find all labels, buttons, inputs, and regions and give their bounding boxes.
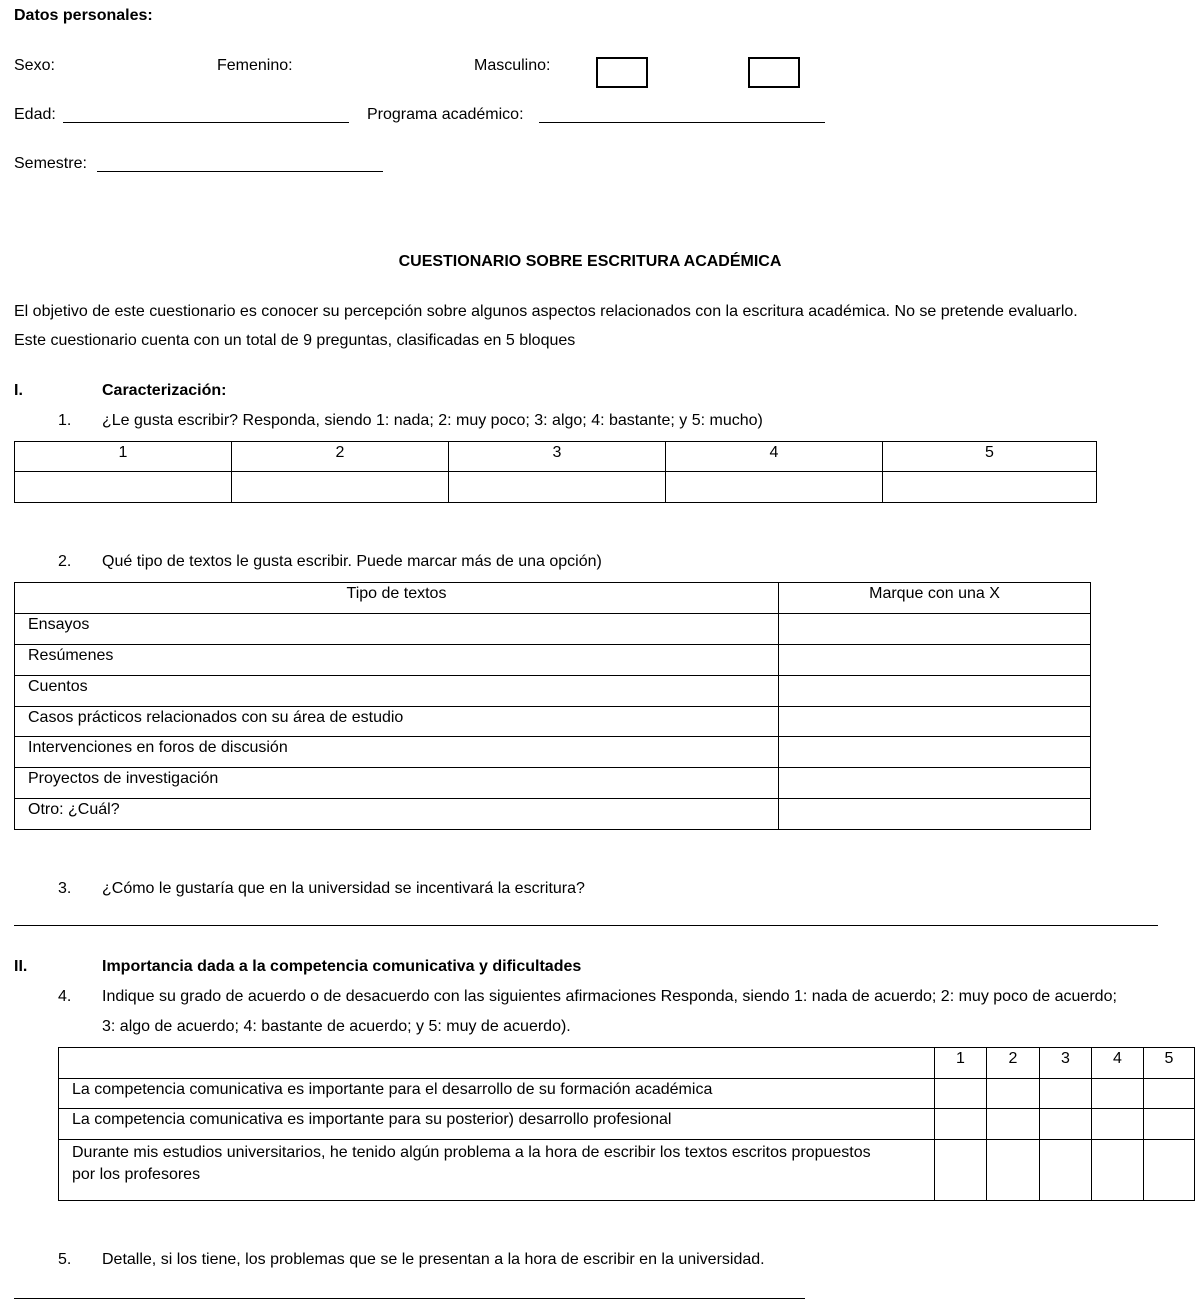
sexo-label: Sexo: bbox=[14, 57, 55, 74]
q1-answer-cell[interactable] bbox=[883, 472, 1097, 503]
section-1-title: Caracterización: bbox=[102, 382, 227, 399]
personal-heading: Datos personales: bbox=[14, 7, 153, 24]
q4-answer-cell[interactable] bbox=[1092, 1109, 1144, 1140]
q1-table bbox=[14, 441, 1097, 503]
q4-answer-cell[interactable] bbox=[987, 1109, 1040, 1140]
q3-text: ¿Cómo le gustaría que en la universidad se incentivará la escritura? bbox=[102, 880, 585, 897]
q2-row-label: Ensayos bbox=[15, 614, 779, 645]
q2-mark-cell[interactable] bbox=[779, 768, 1091, 799]
q1-scale-4: 4 bbox=[666, 442, 883, 472]
q4-statement: La competencia comunicativa es importante para el desarrollo de su formación académica bbox=[59, 1079, 935, 1109]
q4-answer-cell[interactable] bbox=[1040, 1079, 1092, 1109]
q2-row-label: Cuentos bbox=[15, 676, 779, 707]
q3-answer-field[interactable] bbox=[14, 925, 1158, 926]
q4-scale-5: 5 bbox=[1144, 1048, 1195, 1079]
q2-mark-cell[interactable] bbox=[779, 707, 1091, 737]
q5-number: 5. bbox=[58, 1251, 72, 1268]
q1-number: 1. bbox=[58, 412, 72, 429]
q2-row-label: Casos prácticos relacionados con su área de estudio bbox=[15, 707, 779, 737]
q4-text-continued: 3: algo de acuerdo; 4: bastante de acuerdo; y 5: muy de acuerdo). bbox=[102, 1018, 571, 1035]
edad-field[interactable] bbox=[63, 122, 349, 123]
q4-statement bbox=[59, 1140, 935, 1201]
q2-header-mark: Marque con una X bbox=[779, 583, 1091, 614]
q1-text: ¿Le gusta escribir? Responda, siendo 1: nada; 2: muy poco; 3: algo; 4: bastante; y 5: mucho) bbox=[102, 412, 763, 429]
q4-statement-line-1: Durante mis estudios universitarios, he tenido algún problema a la hora de escribir los textos escritos propuestos bbox=[72, 1144, 871, 1161]
q1-scale-5: 5 bbox=[883, 442, 1097, 472]
q4-answer-cell[interactable] bbox=[1144, 1079, 1195, 1109]
q2-mark-cell[interactable] bbox=[779, 737, 1091, 768]
q1-scale-1: 1 bbox=[15, 442, 232, 472]
q1-answer-cell[interactable] bbox=[666, 472, 883, 503]
semestre-label: Semestre: bbox=[14, 155, 87, 172]
q5-text: Detalle, si los tiene, los problemas que se le presentan a la hora de escribir en la universidad. bbox=[102, 1251, 765, 1268]
q2-mark-cell[interactable] bbox=[779, 799, 1091, 830]
q5-answer-field[interactable] bbox=[14, 1298, 805, 1299]
q4-answer-cell[interactable] bbox=[1092, 1079, 1144, 1109]
q4-answer-cell[interactable] bbox=[987, 1140, 1040, 1201]
q2-mark-cell[interactable] bbox=[779, 676, 1091, 707]
semestre-field[interactable] bbox=[97, 171, 383, 172]
q4-answer-cell[interactable] bbox=[987, 1079, 1040, 1109]
q2-header-type: Tipo de textos bbox=[15, 583, 779, 614]
q2-mark-cell[interactable] bbox=[779, 645, 1091, 676]
q2-mark-cell[interactable] bbox=[779, 614, 1091, 645]
q4-header-empty bbox=[59, 1048, 935, 1079]
q4-scale-3: 3 bbox=[1040, 1048, 1092, 1079]
page-title: CUESTIONARIO SOBRE ESCRITURA ACADÉMICA bbox=[398, 253, 782, 270]
q4-answer-cell[interactable] bbox=[935, 1109, 987, 1140]
intro-line-2: Este cuestionario cuenta con un total de 9 preguntas, clasificadas en 5 bloques bbox=[14, 332, 576, 349]
q2-row-label: Otro: ¿Cuál? bbox=[15, 799, 779, 830]
q4-statement: La competencia comunicativa es importante para su posterior) desarrollo profesional bbox=[59, 1109, 935, 1140]
q4-text: Indique su grado de acuerdo o de desacuerdo con las siguientes afirmaciones Responda, siendo 1: nada de acuerdo; 2: muy poco de acuerdo; bbox=[102, 988, 1117, 1005]
q4-answer-cell[interactable] bbox=[935, 1079, 987, 1109]
q4-scale-2: 2 bbox=[987, 1048, 1040, 1079]
programa-field[interactable] bbox=[539, 122, 825, 123]
q4-statement-line-2: por los profesores bbox=[72, 1166, 201, 1183]
q4-table bbox=[58, 1047, 1195, 1201]
q4-answer-cell[interactable] bbox=[1092, 1140, 1144, 1201]
q1-answer-cell[interactable] bbox=[15, 472, 232, 503]
q1-scale-2: 2 bbox=[232, 442, 449, 472]
q4-answer-cell[interactable] bbox=[1040, 1109, 1092, 1140]
q3-number: 3. bbox=[58, 880, 72, 897]
q2-number: 2. bbox=[58, 553, 72, 570]
q4-answer-cell[interactable] bbox=[935, 1140, 987, 1201]
edad-label: Edad: bbox=[14, 106, 56, 123]
q4-answer-cell[interactable] bbox=[1040, 1140, 1092, 1201]
q4-scale-1: 1 bbox=[935, 1048, 987, 1079]
q2-text: Qué tipo de textos le gusta escribir. Puede marcar más de una opción) bbox=[102, 553, 602, 570]
q4-number: 4. bbox=[58, 988, 72, 1005]
q1-answer-cell[interactable] bbox=[232, 472, 449, 503]
q2-row-label: Proyectos de investigación bbox=[15, 768, 779, 799]
masculino-label: Masculino: bbox=[474, 57, 551, 74]
section-2-number: II. bbox=[14, 958, 28, 975]
q2-row-label: Intervenciones en foros de discusión bbox=[15, 737, 779, 768]
q4-answer-cell[interactable] bbox=[1144, 1109, 1195, 1140]
section-1-number: I. bbox=[14, 382, 23, 399]
q4-scale-4: 4 bbox=[1092, 1048, 1144, 1079]
femenino-checkbox[interactable] bbox=[596, 57, 648, 88]
intro-line-1: El objetivo de este cuestionario es conocer su percepción sobre algunos aspectos relacionados con la escritura académica. No se pretende evaluarlo. bbox=[14, 303, 1078, 320]
programa-label: Programa académico: bbox=[367, 106, 524, 123]
masculino-checkbox[interactable] bbox=[748, 57, 800, 88]
q4-answer-cell[interactable] bbox=[1144, 1140, 1195, 1201]
q2-row-label: Resúmenes bbox=[15, 645, 779, 676]
q2-table bbox=[14, 582, 1091, 830]
q1-answer-cell[interactable] bbox=[449, 472, 666, 503]
femenino-label: Femenino: bbox=[217, 57, 293, 74]
section-2-title: Importancia dada a la competencia comunicativa y dificultades bbox=[102, 958, 582, 975]
q1-scale-3: 3 bbox=[449, 442, 666, 472]
